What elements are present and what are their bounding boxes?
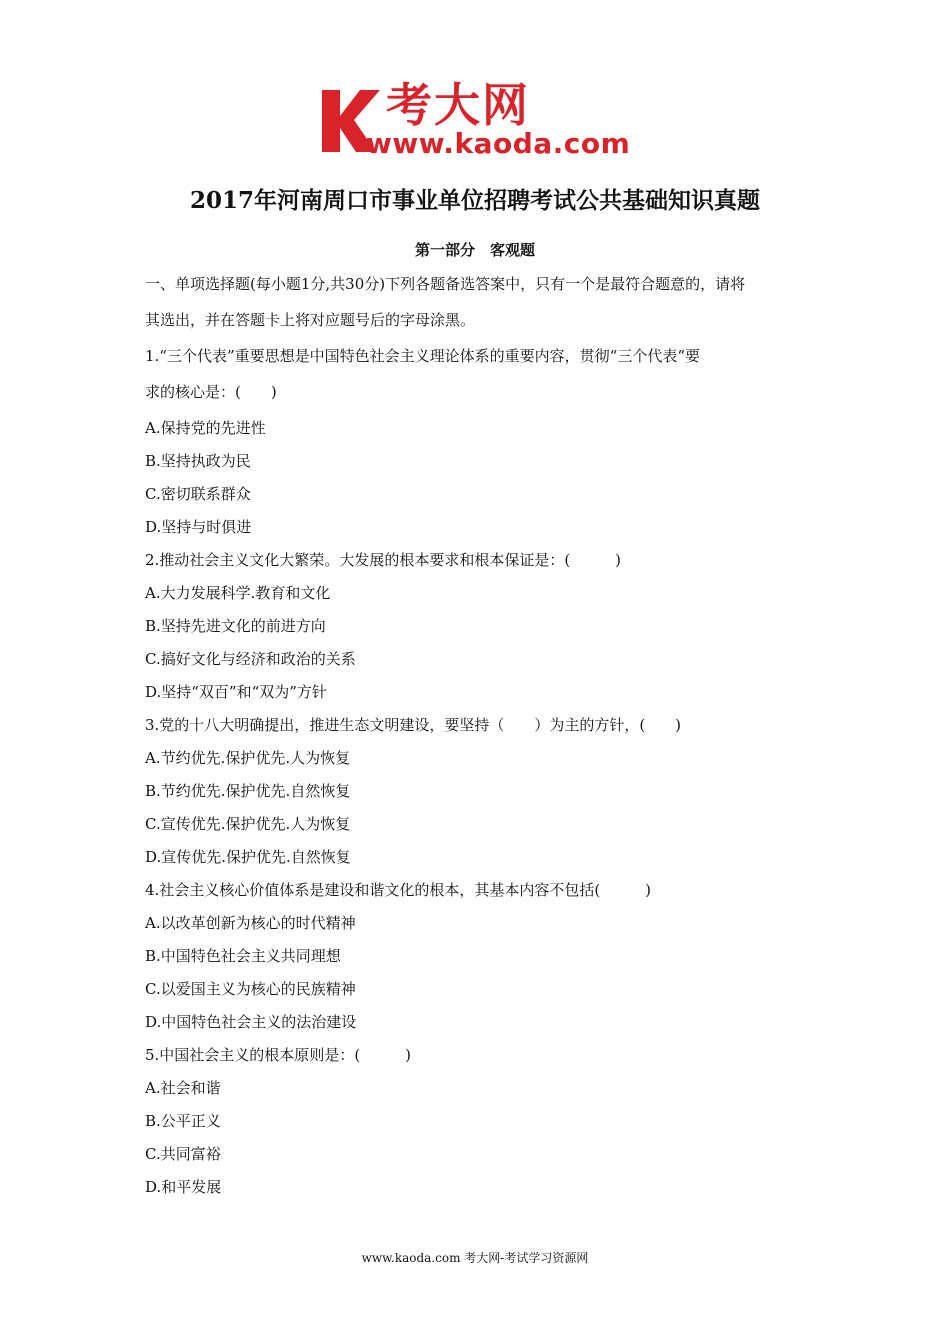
question-5-option-b: B.公平正义 (145, 1112, 221, 1130)
question-4-option-d: D.中国特色社会主义的法治建设 (145, 1013, 357, 1031)
question-5-option-a: A.社会和谐 (145, 1079, 221, 1097)
page-footer: www.kaoda.com 考大网-考试学习资源网 (361, 1251, 589, 1265)
section-heading: 第一部分 客观题 (414, 241, 535, 259)
question-2-option-d: D.坚持“双百”和“双为”方针 (145, 683, 327, 701)
question-5-option-c: C.共同富裕 (145, 1145, 221, 1163)
question-1-option-c: C.密切联系群众 (145, 485, 251, 503)
document-title: 2017年河南周口市事业单位招聘考试公共基础知识真题 (189, 187, 760, 214)
question-5-stem: 5.中国社会主义的根本原则是：( ) (145, 1046, 412, 1064)
question-2-option-c: C.搞好文化与经济和政治的关系 (145, 650, 356, 668)
document-body (145, 270, 815, 1206)
kaoda-logo (318, 78, 638, 160)
question-2-stem: 2.推动社会主义文化大繁荣。大发展的根本要求和根本保证是：( ) (145, 551, 622, 569)
question-3-stem: 3.党的十八大明确提出，推进生态文明建设，要坚持（ ）为主的方针，( ) (145, 716, 682, 734)
question-3-option-a: A.节约优先.保护优先.人为恢复 (145, 749, 351, 767)
question-2-option-a: A.大力发展科学.教育和文化 (145, 584, 331, 602)
question-5-option-d: D.和平发展 (145, 1178, 222, 1196)
question-1-stem: 1.“三个代表”重要思想是中国特色社会主义理论体系的重要内容，贯彻“三个代表“要 (145, 347, 700, 365)
question-1-stem: 求的核心是：( ) (145, 383, 277, 401)
instruction-line: 其选出，并在答题卡上将对应题号后的字母涂黑。 (145, 311, 476, 329)
logo-brand-text: 考大网 (386, 78, 530, 132)
question-4-stem: 4.社会主义核心价值体系是建设和谐文化的根本，其基本内容不包括( ) (145, 881, 652, 899)
question-4-option-b: B.中国特色社会主义共同理想 (145, 947, 341, 965)
question-3-option-b: B.节约优先.保护优先.自然恢复 (145, 782, 351, 800)
question-1-option-b: B.坚持执政为民 (145, 452, 251, 470)
question-4-option-a: A.以改革创新为核心的时代精神 (145, 914, 356, 932)
question-1-option-a: A.保持党的先进性 (145, 419, 266, 437)
question-2-option-b: B.坚持先进文化的前进方向 (145, 617, 326, 635)
logo-url-text: www.kaoda.com (366, 127, 631, 160)
question-3-option-d: D.宣传优先.保护优先.自然恢复 (145, 848, 351, 866)
instruction-line: 一、单项选择题(每小题1分,共30分)下列各题备选答案中，只有一个是最符合题意的，请将 (145, 275, 746, 293)
question-4-option-c: C.以爱国主义为核心的民族精神 (145, 980, 356, 998)
question-3-option-c: C.宣传优先.保护优先.人为恢复 (145, 815, 351, 833)
question-1-option-d: D.坚持与时俱进 (145, 518, 252, 536)
